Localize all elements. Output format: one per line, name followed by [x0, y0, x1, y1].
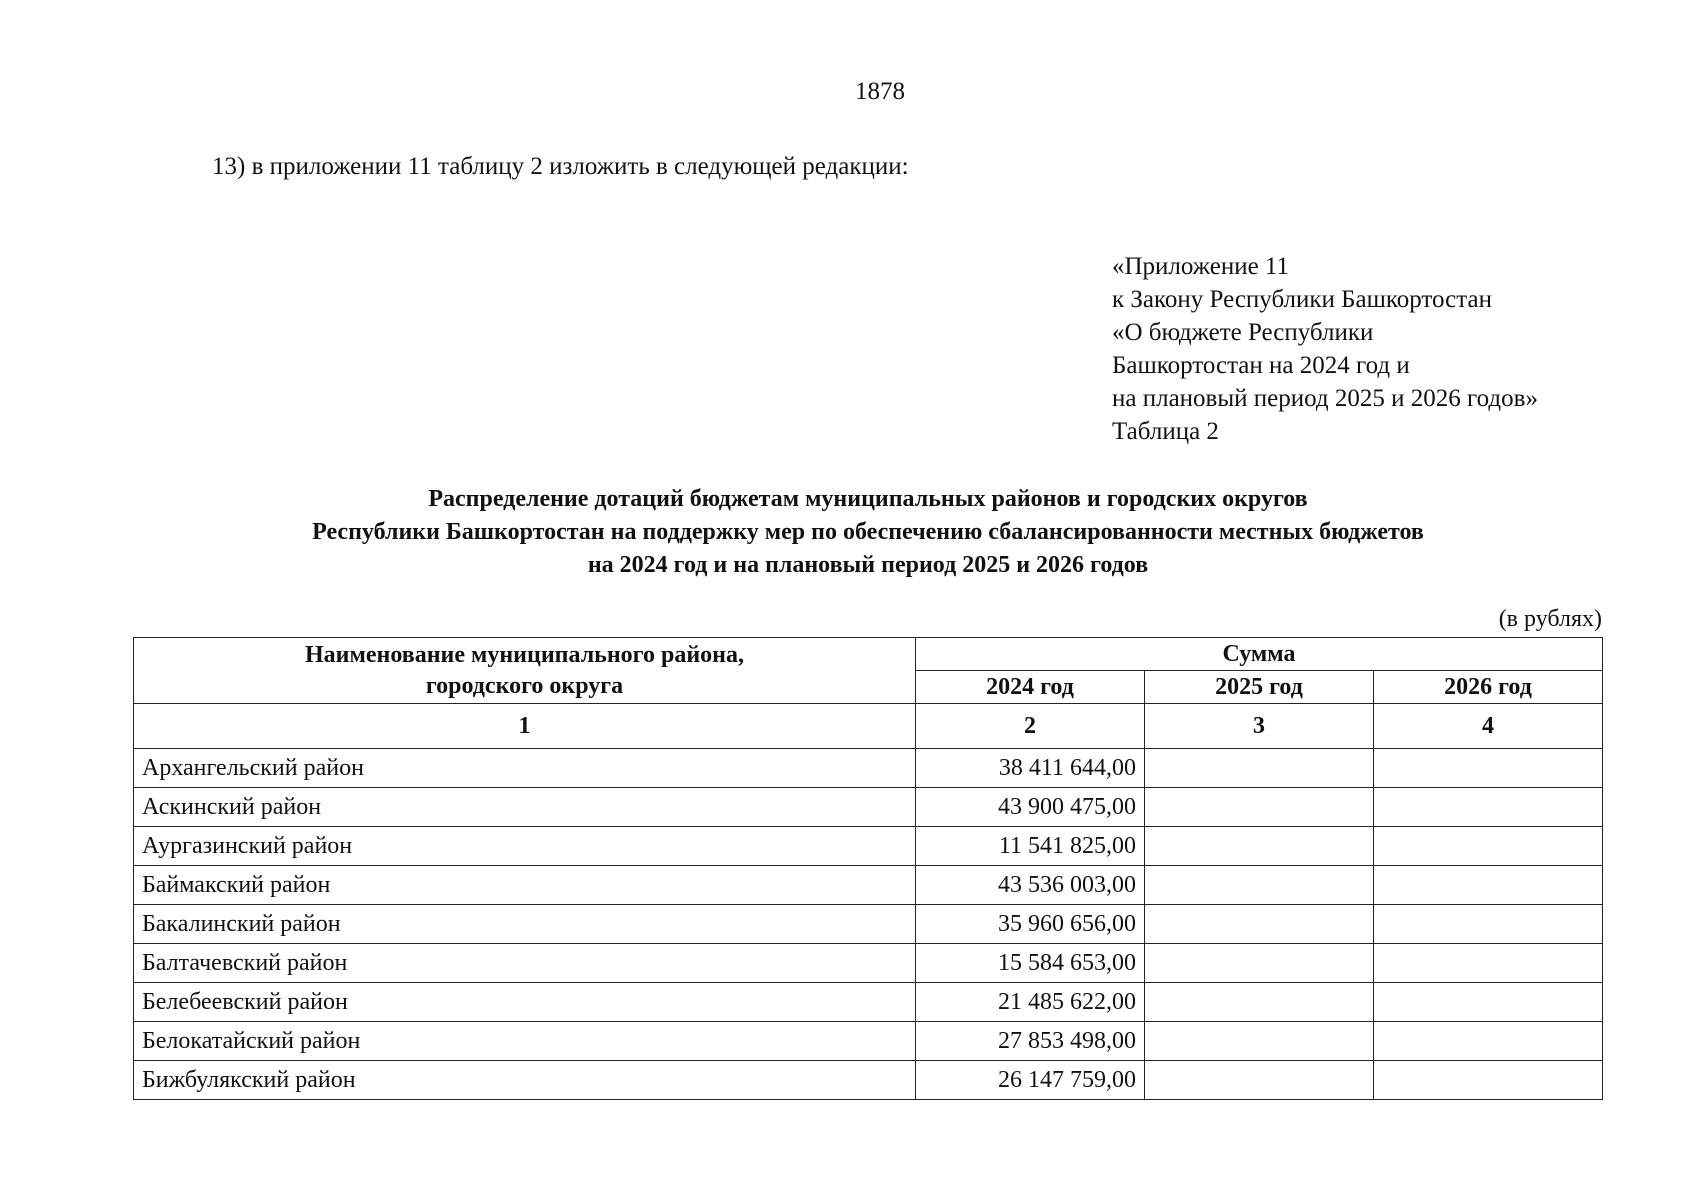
title-line: на 2024 год и на плановый период 2025 и 2026 годов: [587, 552, 1149, 578]
header-year-2025: 2025 год: [1145, 671, 1374, 704]
table-row: [134, 905, 1603, 944]
district-name: Архангельский район: [134, 749, 916, 788]
column-number: 3: [1145, 704, 1374, 749]
header-year-2026: 2026 год: [1374, 671, 1603, 704]
appendix-reference: [1112, 250, 1538, 448]
column-number: 2: [916, 704, 1145, 749]
document-title: [133, 483, 1603, 582]
amount-2024: 26 147 759,00: [916, 1061, 1145, 1100]
amount-2026: [1374, 944, 1603, 983]
district-name: Бакалинский район: [134, 905, 916, 944]
amount-2026: [1374, 983, 1603, 1022]
table-row: [134, 866, 1603, 905]
amount-2025: [1145, 827, 1374, 866]
amount-2024: 43 900 475,00: [916, 788, 1145, 827]
district-name: Белебеевский район: [134, 983, 916, 1022]
amount-2024: 11 541 825,00: [916, 827, 1145, 866]
district-name: Балтачевский район: [134, 944, 916, 983]
amount-2026: [1374, 1022, 1603, 1061]
amount-2026: [1374, 905, 1603, 944]
header-name: Наименование муниципального района, городского округа: [134, 638, 916, 704]
amount-2026: [1374, 1061, 1603, 1100]
units-note: (в рублях): [1498, 606, 1602, 632]
amount-2024: 21 485 622,00: [916, 983, 1145, 1022]
table-row: [134, 983, 1603, 1022]
page-number: 1878: [855, 78, 905, 105]
district-name: Баймакский район: [134, 866, 916, 905]
amount-2025: [1145, 866, 1374, 905]
amount-2024: 15 584 653,00: [916, 944, 1145, 983]
appendix-line: на плановый период 2025 и 2026 годов»: [1112, 385, 1538, 412]
amount-2025: [1145, 905, 1374, 944]
subsidy-table: [133, 637, 1603, 1100]
table-row: [134, 827, 1603, 866]
table-row: [134, 1022, 1603, 1061]
table-row: [134, 788, 1603, 827]
title-line: Распределение дотаций бюджетам муниципальных районов и городских округов: [428, 486, 1308, 512]
header-sum: Сумма: [916, 638, 1603, 671]
table-row: [134, 1061, 1603, 1100]
appendix-line: «О бюджете Республики: [1112, 319, 1374, 346]
amount-2025: [1145, 944, 1374, 983]
amount-2026: [1374, 866, 1603, 905]
intro-text: 13) в приложении 11 таблицу 2 изложить в следующей редакции:: [212, 153, 909, 180]
appendix-line: Башкортостан на 2024 год и: [1112, 352, 1410, 379]
table-row: [134, 944, 1603, 983]
amount-2026: [1374, 827, 1603, 866]
amount-2026: [1374, 788, 1603, 827]
amount-2025: [1145, 1061, 1374, 1100]
title-line: Республики Башкортостан на поддержку мер по обеспечению сбалансированности местных бюджетов: [312, 519, 1424, 545]
district-name: Белокатайский район: [134, 1022, 916, 1061]
column-number: 4: [1374, 704, 1603, 749]
amount-2024: 38 411 644,00: [916, 749, 1145, 788]
appendix-line: Таблица 2: [1112, 418, 1219, 445]
amount-2025: [1145, 788, 1374, 827]
district-name: Аскинский район: [134, 788, 916, 827]
header-year-2024: 2024 год: [916, 671, 1145, 704]
amount-2024: 27 853 498,00: [916, 1022, 1145, 1061]
amount-2024: 35 960 656,00: [916, 905, 1145, 944]
amount-2025: [1145, 749, 1374, 788]
appendix-line: «Приложение 11: [1112, 253, 1290, 280]
amount-2024: 43 536 003,00: [916, 866, 1145, 905]
amount-2026: [1374, 749, 1603, 788]
appendix-line: к Закону Республики Башкортостан: [1112, 286, 1492, 313]
amount-2025: [1145, 983, 1374, 1022]
column-number: 1: [134, 704, 916, 749]
table-row: [134, 749, 1603, 788]
district-name: Аургазинский район: [134, 827, 916, 866]
amount-2025: [1145, 1022, 1374, 1061]
district-name: Бижбулякский район: [134, 1061, 916, 1100]
